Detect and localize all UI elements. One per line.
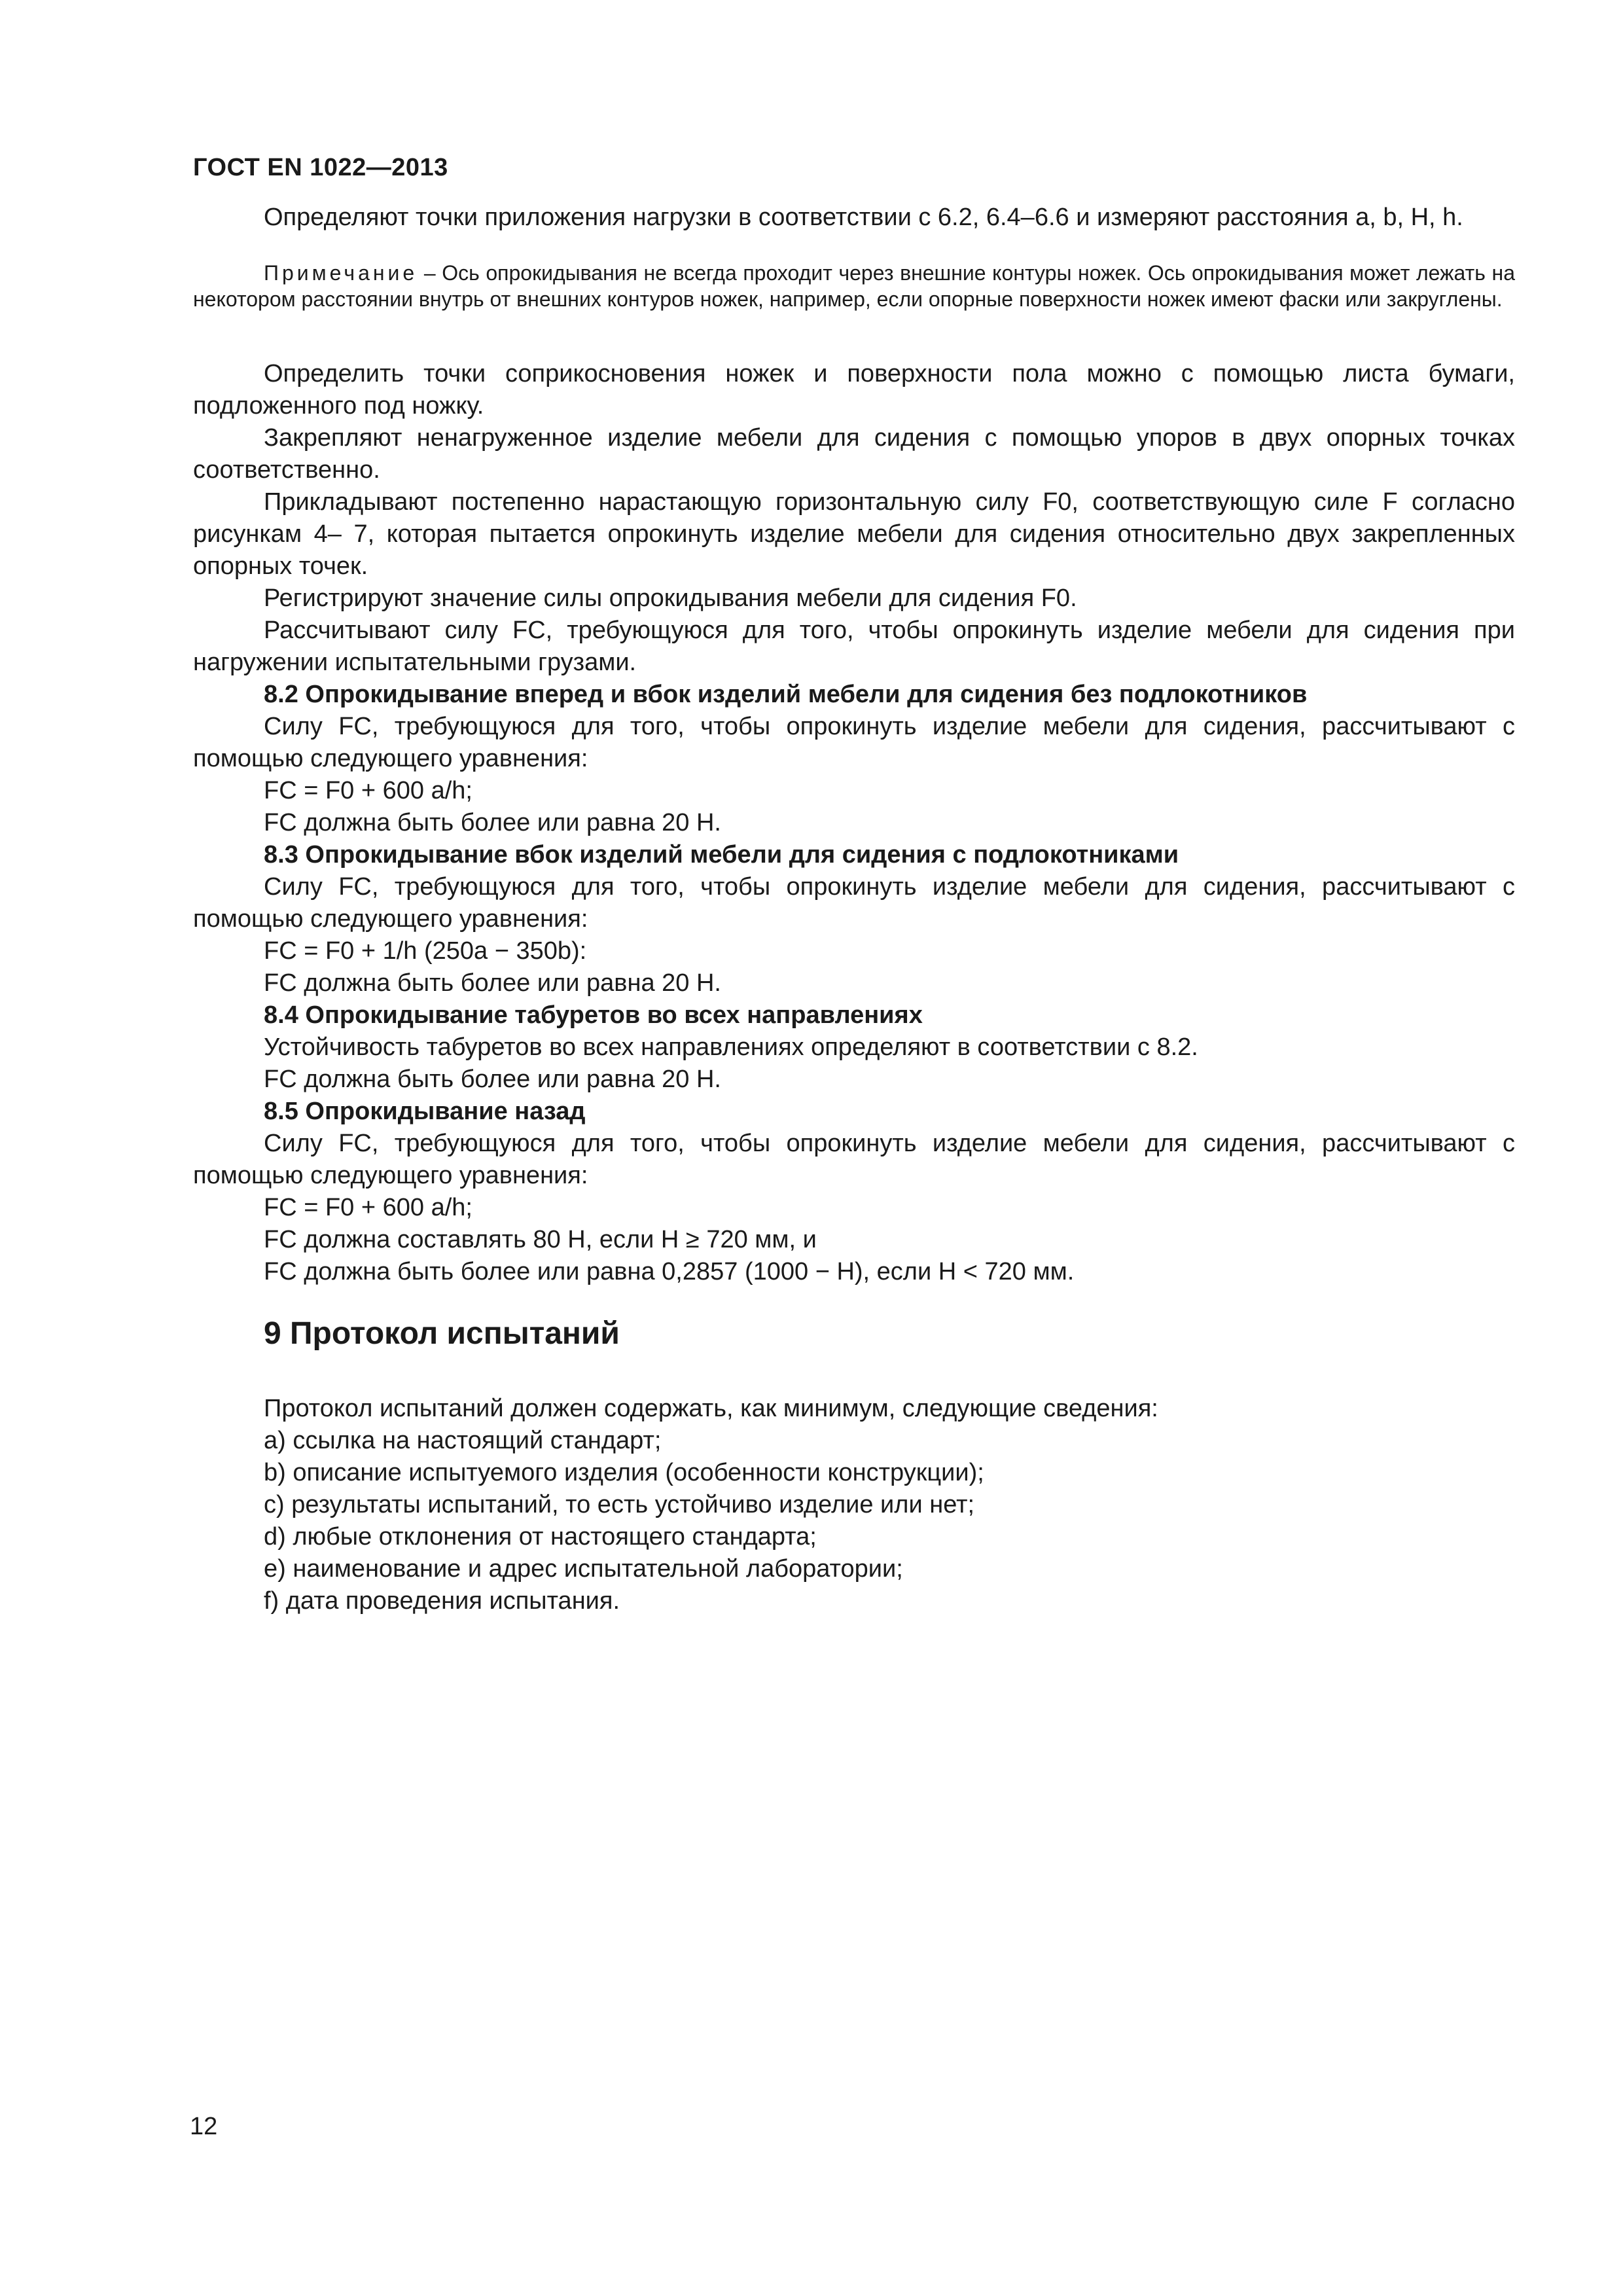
paragraph: Устойчивость табуретов во всех направлениях определяют в соответствии с 8.2. [264, 1033, 1198, 1061]
list-item: f) дата проведения испытания. [264, 1587, 620, 1615]
note-text: – Ось опрокидывания не всегда проходит через внешние контуры ножек. Ось опрокидывания может лежать на некотором расстоянии внутрь от внешних контуров ножек, например, если опорные поверхности ножек имеют фаски или закруглены. [193, 261, 1516, 311]
list-item: a) ссылка на настоящий стандарт; [264, 1427, 662, 1454]
section-heading-9: 9 Протокол испытаний [264, 1316, 620, 1351]
formula: FC = F0 + 600 a/h; [264, 777, 473, 804]
condition: FC должна быть более или равна 20 Н. [264, 969, 721, 997]
note-label: Примечание [264, 261, 418, 285]
section-heading-8-3: 8.3 Опрокидывание вбок изделий мебели для сидения с подлокотниками [264, 841, 1179, 869]
intro-paragraph: Определяют точки приложения нагрузки в соответствии с 6.2, 6.4–6.6 и измеряют расстояния a, b, H, h. [264, 204, 1463, 231]
document-body [193, 202, 1515, 1617]
paragraph: Рассчитывают силу FC, требующуюся для того, чтобы опрокинуть изделие мебели для сидения при нагружении испытательными грузами. [193, 617, 1515, 676]
document-header: ГОСТ EN 1022—2013 [193, 154, 448, 181]
section-heading-8-2: 8.2 Опрокидывание вперед и вбок изделий мебели для сидения без подлокотников [264, 681, 1308, 708]
report-items-list [193, 1425, 1515, 1617]
list-item: c) результаты испытаний, то есть устойчиво изделие или нет; [264, 1491, 975, 1518]
paragraph: Силу FC, требующуюся для того, чтобы опрокинуть изделие мебели для сидения, рассчитывают с помощью следующего уравнения: [193, 873, 1515, 933]
paragraph: Прикладывают постепенно нарастающую горизонтальную силу F0, соответствующую силе F согласно рисункам 4– 7, которая пытается опрокинуть изделие мебели для сидения относительно двух закрепленных опорных точек. [193, 488, 1515, 580]
paragraph: Определить точки соприкосновения ножек и поверхности пола можно с помощью листа бумаги, подложенного под ножку. [193, 360, 1515, 420]
section-heading-8-4: 8.4 Опрокидывание табуретов во всех направлениях [264, 1001, 923, 1029]
note-paragraph [193, 260, 1515, 312]
paragraph: Закрепляют ненагруженное изделие мебели для сидения с помощью упоров в двух опорных точках соответственно. [193, 424, 1515, 484]
paragraph: Силу FC, требующуюся для того, чтобы опрокинуть изделие мебели для сидения, рассчитывают с помощью следующего уравнения: [193, 713, 1515, 772]
list-item: b) описание испытуемого изделия (особенности конструкции); [264, 1459, 984, 1486]
paragraph: Протокол испытаний должен содержать, как минимум, следующие сведения: [264, 1395, 1158, 1422]
condition: FC должна быть более или равна 0,2857 (1000 − H), если H < 720 мм. [264, 1258, 1075, 1285]
list-item: e) наименование и адрес испытательной лаборатории; [264, 1555, 903, 1583]
formula: FC = F0 + 600 a/h; [264, 1194, 473, 1221]
condition: FC должна быть более или равна 20 Н. [264, 1066, 721, 1093]
paragraph: Регистрируют значение силы опрокидывания мебели для сидения F0. [264, 584, 1077, 612]
list-item: d) любые отклонения от настоящего стандарта; [264, 1523, 817, 1551]
formula: FC = F0 + 1/h (250a − 350b): [264, 937, 587, 965]
condition: FC должна составлять 80 Н, если H ≥ 720 мм, и [264, 1226, 817, 1253]
paragraph: Силу FC, требующуюся для того, чтобы опрокинуть изделие мебели для сидения, рассчитывают с помощью следующего уравнения: [193, 1130, 1515, 1189]
section-heading-8-5: 8.5 Опрокидывание назад [264, 1098, 586, 1125]
page-number: 12 [190, 2113, 218, 2140]
condition: FC должна быть более или равна 20 Н. [264, 809, 721, 836]
